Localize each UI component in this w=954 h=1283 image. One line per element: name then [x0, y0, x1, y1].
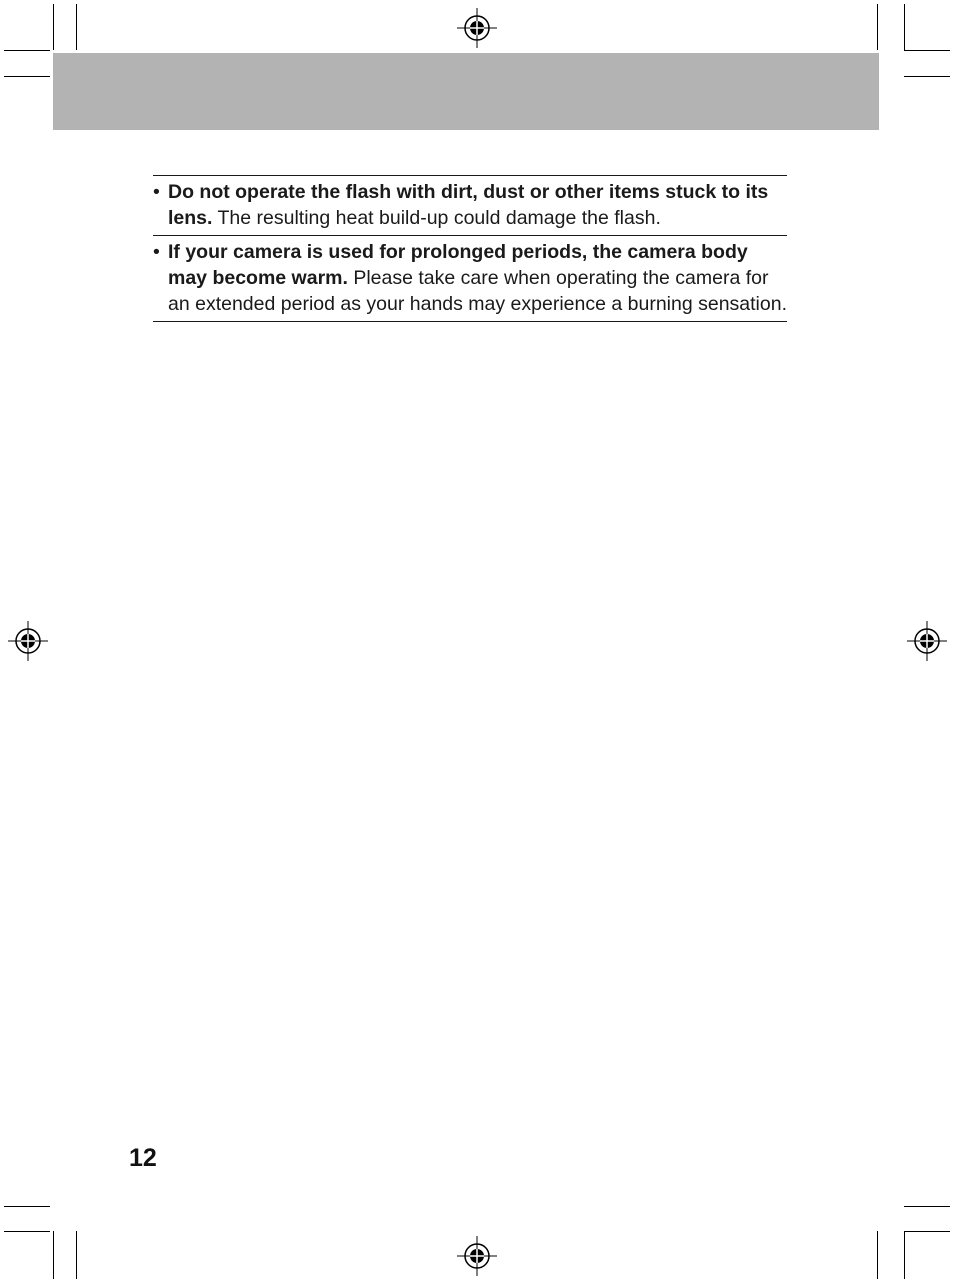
note-item [153, 176, 787, 236]
crop-mark [904, 4, 905, 50]
crop-mark [904, 76, 950, 77]
registration-mark-icon [457, 8, 497, 48]
note-text: Please take care when operating the camera for an extended period as your hands may experience a burning sensation. [168, 267, 787, 315]
page-number: 12 [129, 1144, 157, 1172]
crop-mark [904, 1231, 905, 1279]
registration-mark-icon [907, 621, 947, 661]
crop-mark [76, 4, 77, 50]
crop-mark [4, 76, 50, 77]
crop-mark [904, 1231, 950, 1232]
crop-mark [4, 1206, 50, 1207]
bullet: • [153, 181, 160, 203]
crop-mark [53, 4, 54, 50]
notes-list [153, 175, 787, 322]
crop-mark [53, 1231, 54, 1279]
crop-mark [877, 1231, 878, 1279]
header-band [53, 53, 879, 130]
note-bold-text: Do not operate the flash with dirt, dust or other items stuck to its lens. [168, 181, 769, 229]
crop-mark [904, 50, 950, 51]
note-text: The resulting heat build-up could damage the flash. [212, 207, 661, 229]
registration-mark-icon [8, 621, 48, 661]
note-bold-text: If your camera is used for prolonged periods, the camera body may become warm. [168, 241, 748, 289]
crop-mark [877, 4, 878, 50]
crop-mark [4, 1231, 50, 1232]
bullet: • [153, 241, 160, 263]
crop-mark [4, 50, 50, 51]
crop-mark [904, 1206, 950, 1207]
registration-mark-icon [457, 1236, 497, 1276]
note-item [153, 236, 787, 322]
crop-mark [76, 1231, 77, 1279]
